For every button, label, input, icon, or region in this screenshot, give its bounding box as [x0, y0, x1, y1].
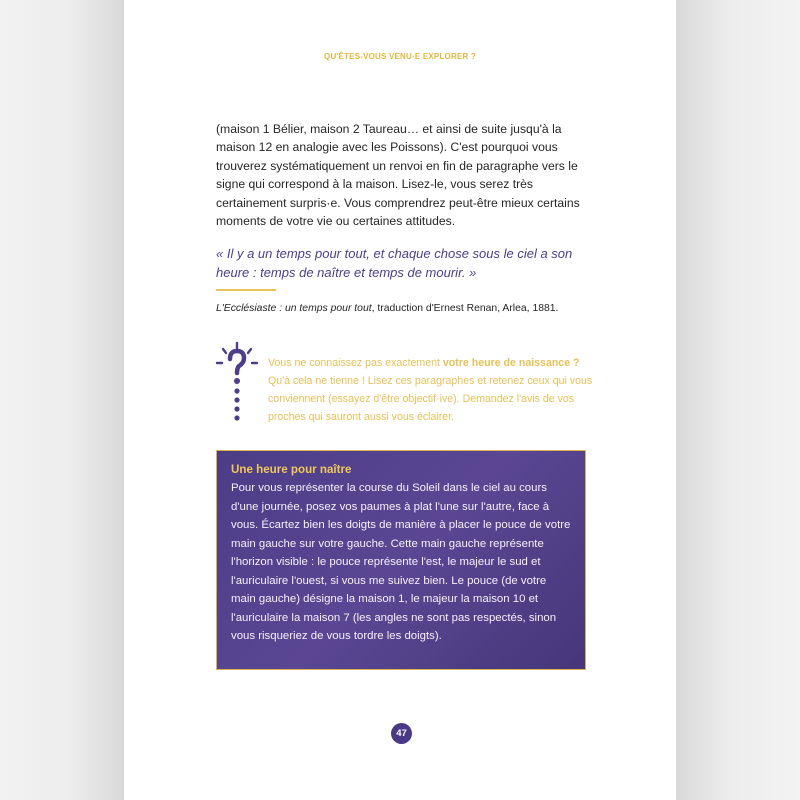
page-number: 47 [391, 723, 412, 744]
birth-hour-tip [268, 354, 594, 426]
info-box-text: Pour vous représenter la course du Soleil dans le ciel au cours d'une journée, posez vos paumes à plat l'une sur l'autre, face à vous. Écartez bien les doigts de manière à placer le pouce de votre main gauche sur votre gauche. Cette main gauche représente l'horizon visible : le pouce représente l'est, le majeur le sud et l'auriculaire l'ouest, si vous me suivez bien. Le pouce (de votre main gauche) désigne la maison 1, le majeur la maison 10 et l'auriculaire la maison 7 (les angles ne sont pas respectés, sinon vous risqueriez de vous tordre les doigts). [231, 482, 571, 642]
running-title: QU'ÊTES-VOUS VENU·E EXPLORER ? [324, 52, 476, 61]
question-mark-burst-icon [215, 341, 259, 425]
tip-emphasis: votre heure de naissance ? [442, 357, 580, 369]
quote-citation [216, 302, 616, 316]
citation-work-title: L'Ecclésiaste : un temps pour tout [216, 303, 372, 314]
book-page [124, 0, 676, 800]
quote-divider [216, 289, 276, 291]
citation-details: , traduction d'Ernest Renan, Arlea, 1881. [371, 303, 559, 314]
book-gutter-left [0, 0, 124, 800]
pull-quote: « Il y a un temps pour tout, et chaque chose sous le ciel a son heure : temps de naître et temps de mourir. » [216, 246, 573, 280]
tip-lead: Vous ne connaissez pas exactement [268, 357, 443, 369]
body-paragraph: (maison 1 Bélier, maison 2 Taureau… et ainsi de suite jusqu'à la maison 12 en analogie avec les Poissons). C'est pourquoi vous trouverez systématiquement un renvoi en fin de paragraphe vers le signe qui correspond à la maison. Lisez-le, vous serez très certainement surpris·e. Vous comprendrez peut-être mieux certains moments de votre vie ou certaines attitudes. [216, 122, 580, 229]
book-gutter-right [676, 0, 800, 800]
tip-rest: Qu'à cela ne tienne ! Lisez ces paragraphes et retenez ceux qui vous conviennent (essayez d'être objectif·ive). Demandez l'avis de vos proches qui sauront aussi vous éclairer. [268, 375, 593, 423]
info-box [216, 450, 586, 670]
info-box-title: Une heure pour naître [231, 463, 352, 476]
